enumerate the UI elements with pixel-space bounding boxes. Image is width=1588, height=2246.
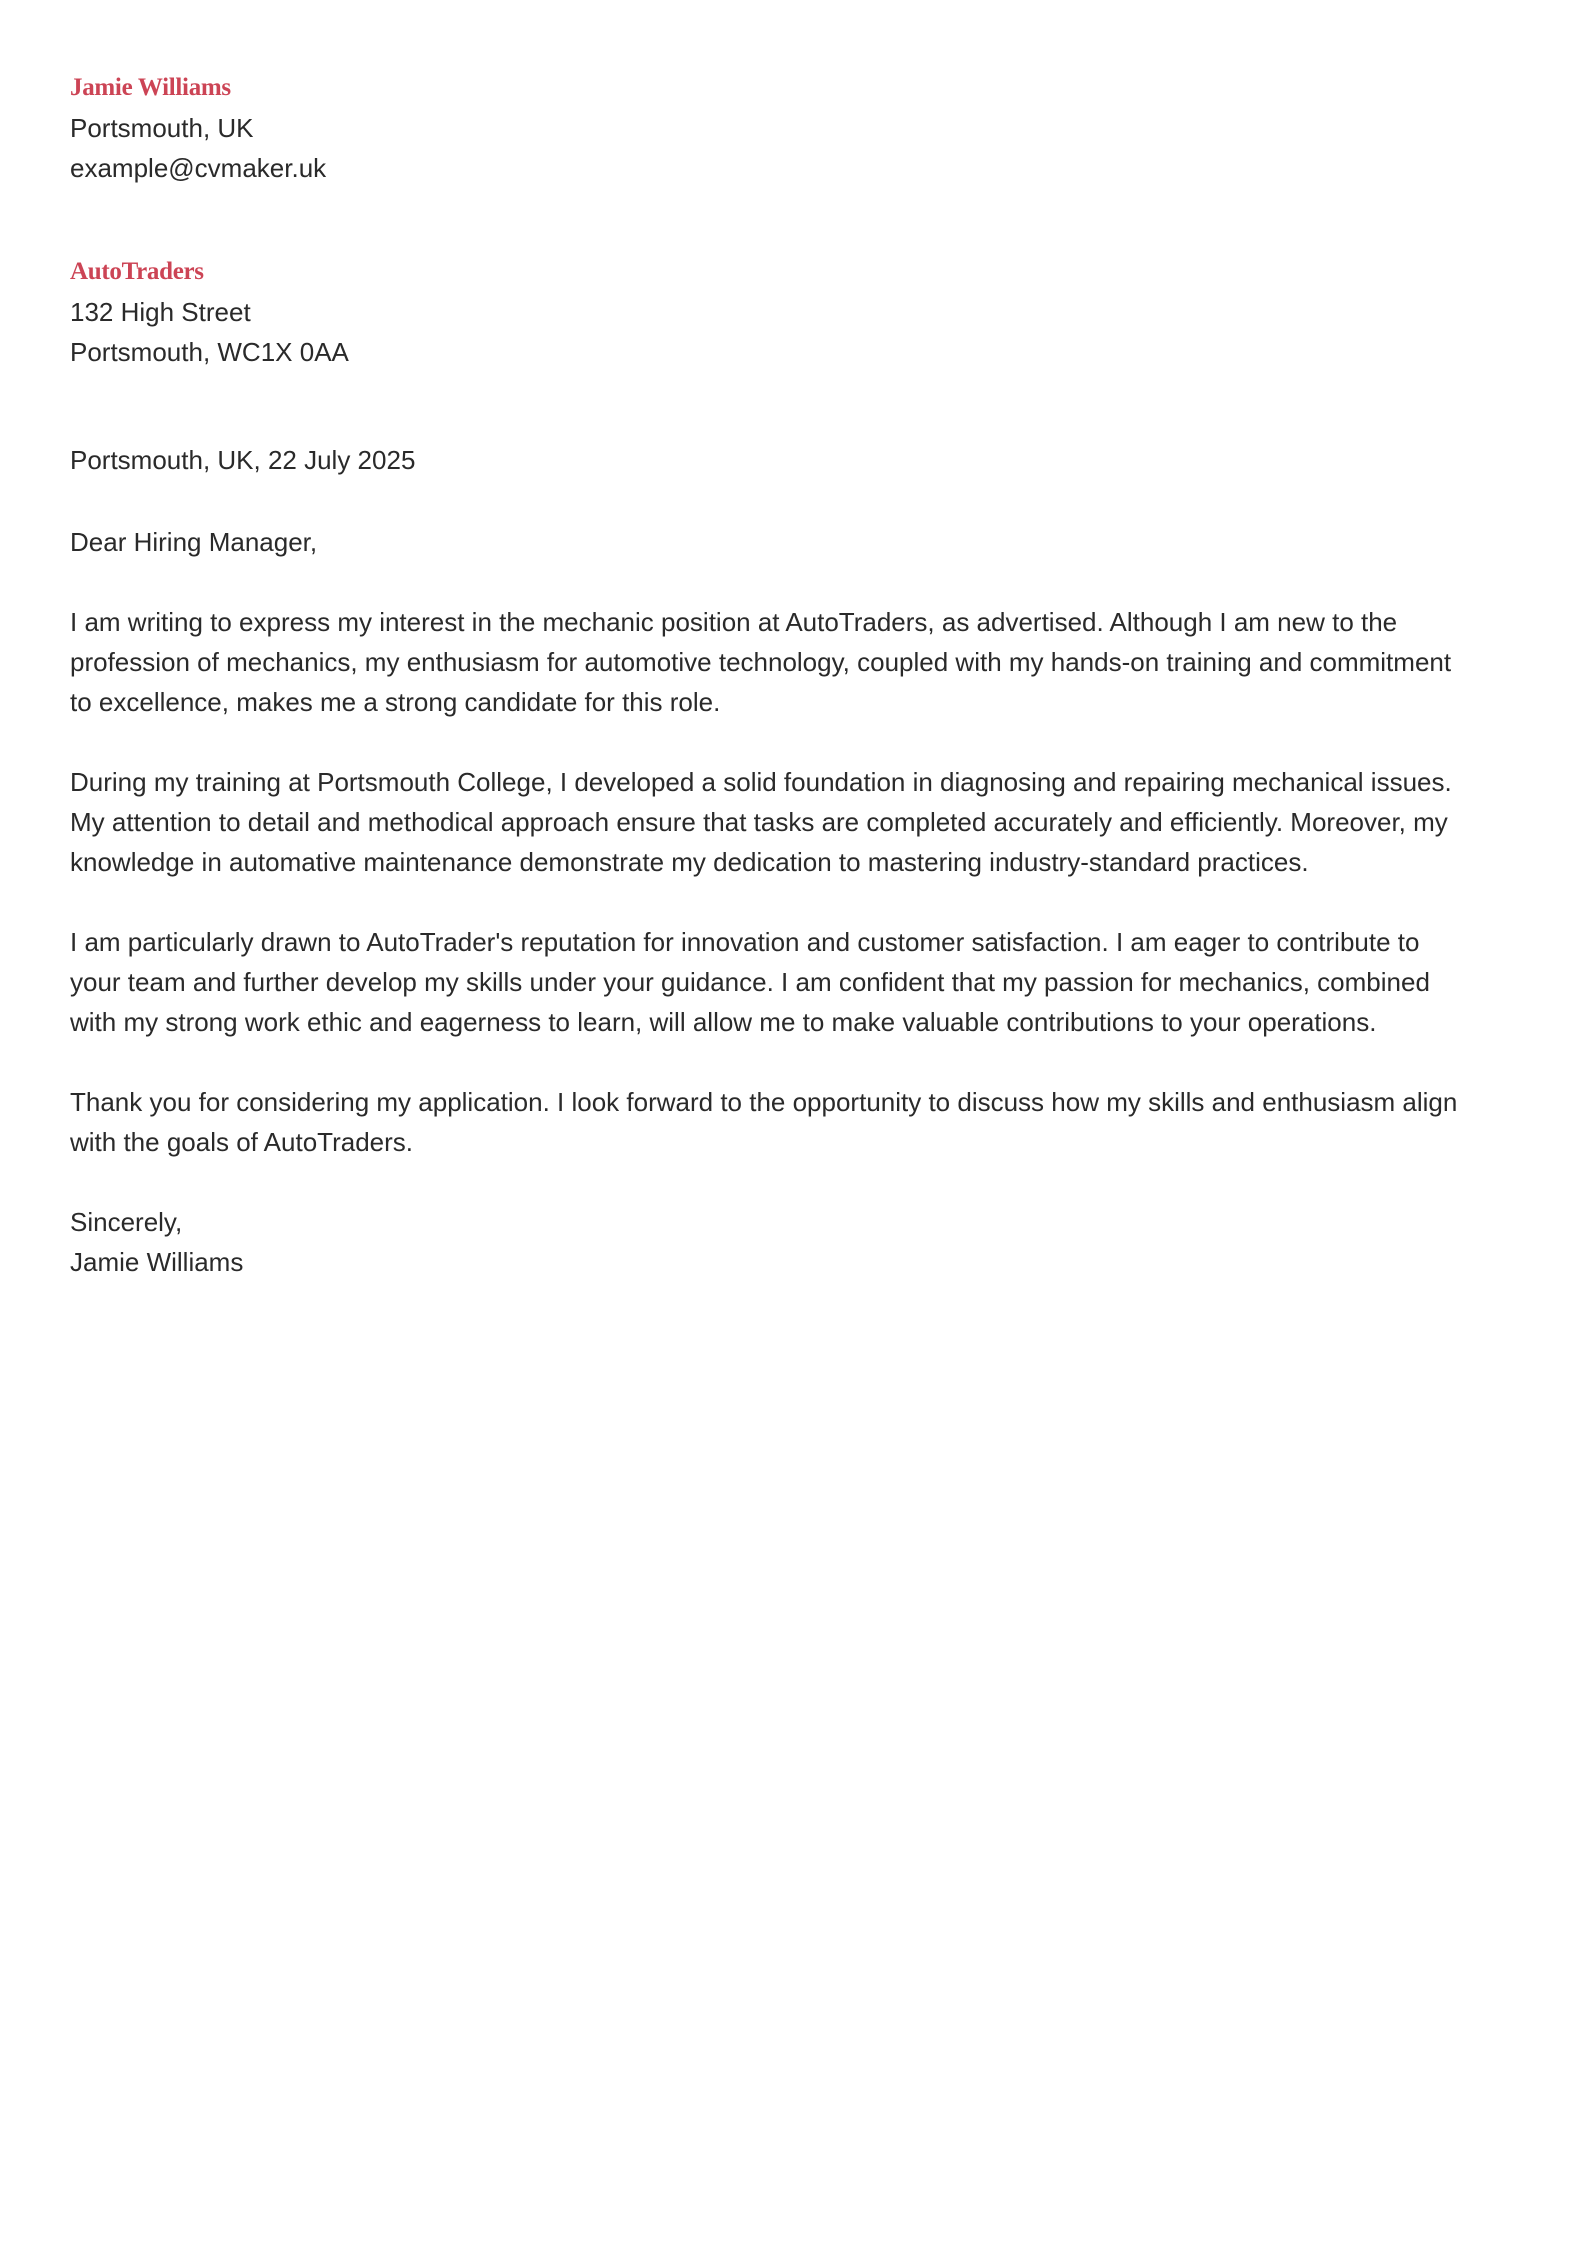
sender-block <box>70 68 1470 188</box>
recipient-street: 132 High Street <box>70 297 251 327</box>
recipient-block <box>70 252 1470 372</box>
body-paragraph-2 <box>70 762 1470 882</box>
closing-phrase: Sincerely, <box>70 1207 183 1237</box>
salutation: Dear Hiring Manager, <box>70 527 318 557</box>
sender-email: example@cvmaker.uk <box>70 153 327 183</box>
sender-name: Jamie Williams <box>70 74 231 101</box>
cover-letter-page <box>70 68 1470 1282</box>
body-paragraph-3 <box>70 922 1470 1042</box>
closing-block <box>70 1202 1470 1282</box>
body-paragraph-text: I am particularly drawn to AutoTrader's reputation for innovation and customer satisfaction. I am eager to contribute to your team and further develop my skills under your guidance. I am confident that my passion for mechanics, combined with my strong work ethic and eagerness to learn, will allow me to make valuable contributions to your operations. <box>70 927 1430 1037</box>
body-paragraph-text: I am writing to express my interest in the mechanic position at AutoTraders, as advertised. Although I am new to the profession of mechanics, my enthusiasm for automotive technology, coupled with my hands-on training and commitment to excellence, makes me a strong candidate for this role. <box>70 607 1452 717</box>
recipient-city-postcode: Portsmouth, WC1X 0AA <box>70 337 349 367</box>
body-paragraph-text: During my training at Portsmouth College, I developed a solid foundation in diagnosing and repairing mechanical issues. My attention to detail and methodical approach ensure that tasks are completed accurately and efficiently. Moreover, my knowledge in automative maintenance demonstrate my dedication to mastering industry-standard practices. <box>70 767 1452 877</box>
body-paragraph-text: Thank you for considering my application. I look forward to the opportunity to discuss how my skills and enthusiasm align with the goals of AutoTraders. <box>70 1087 1458 1157</box>
body-paragraph-1 <box>70 602 1470 722</box>
sender-location: Portsmouth, UK <box>70 113 254 143</box>
letter-date: Portsmouth, UK, 22 July 2025 <box>70 445 416 475</box>
recipient-company: AutoTraders <box>70 258 204 285</box>
body-paragraph-4 <box>70 1082 1470 1162</box>
signature-name: Jamie Williams <box>70 1247 244 1277</box>
